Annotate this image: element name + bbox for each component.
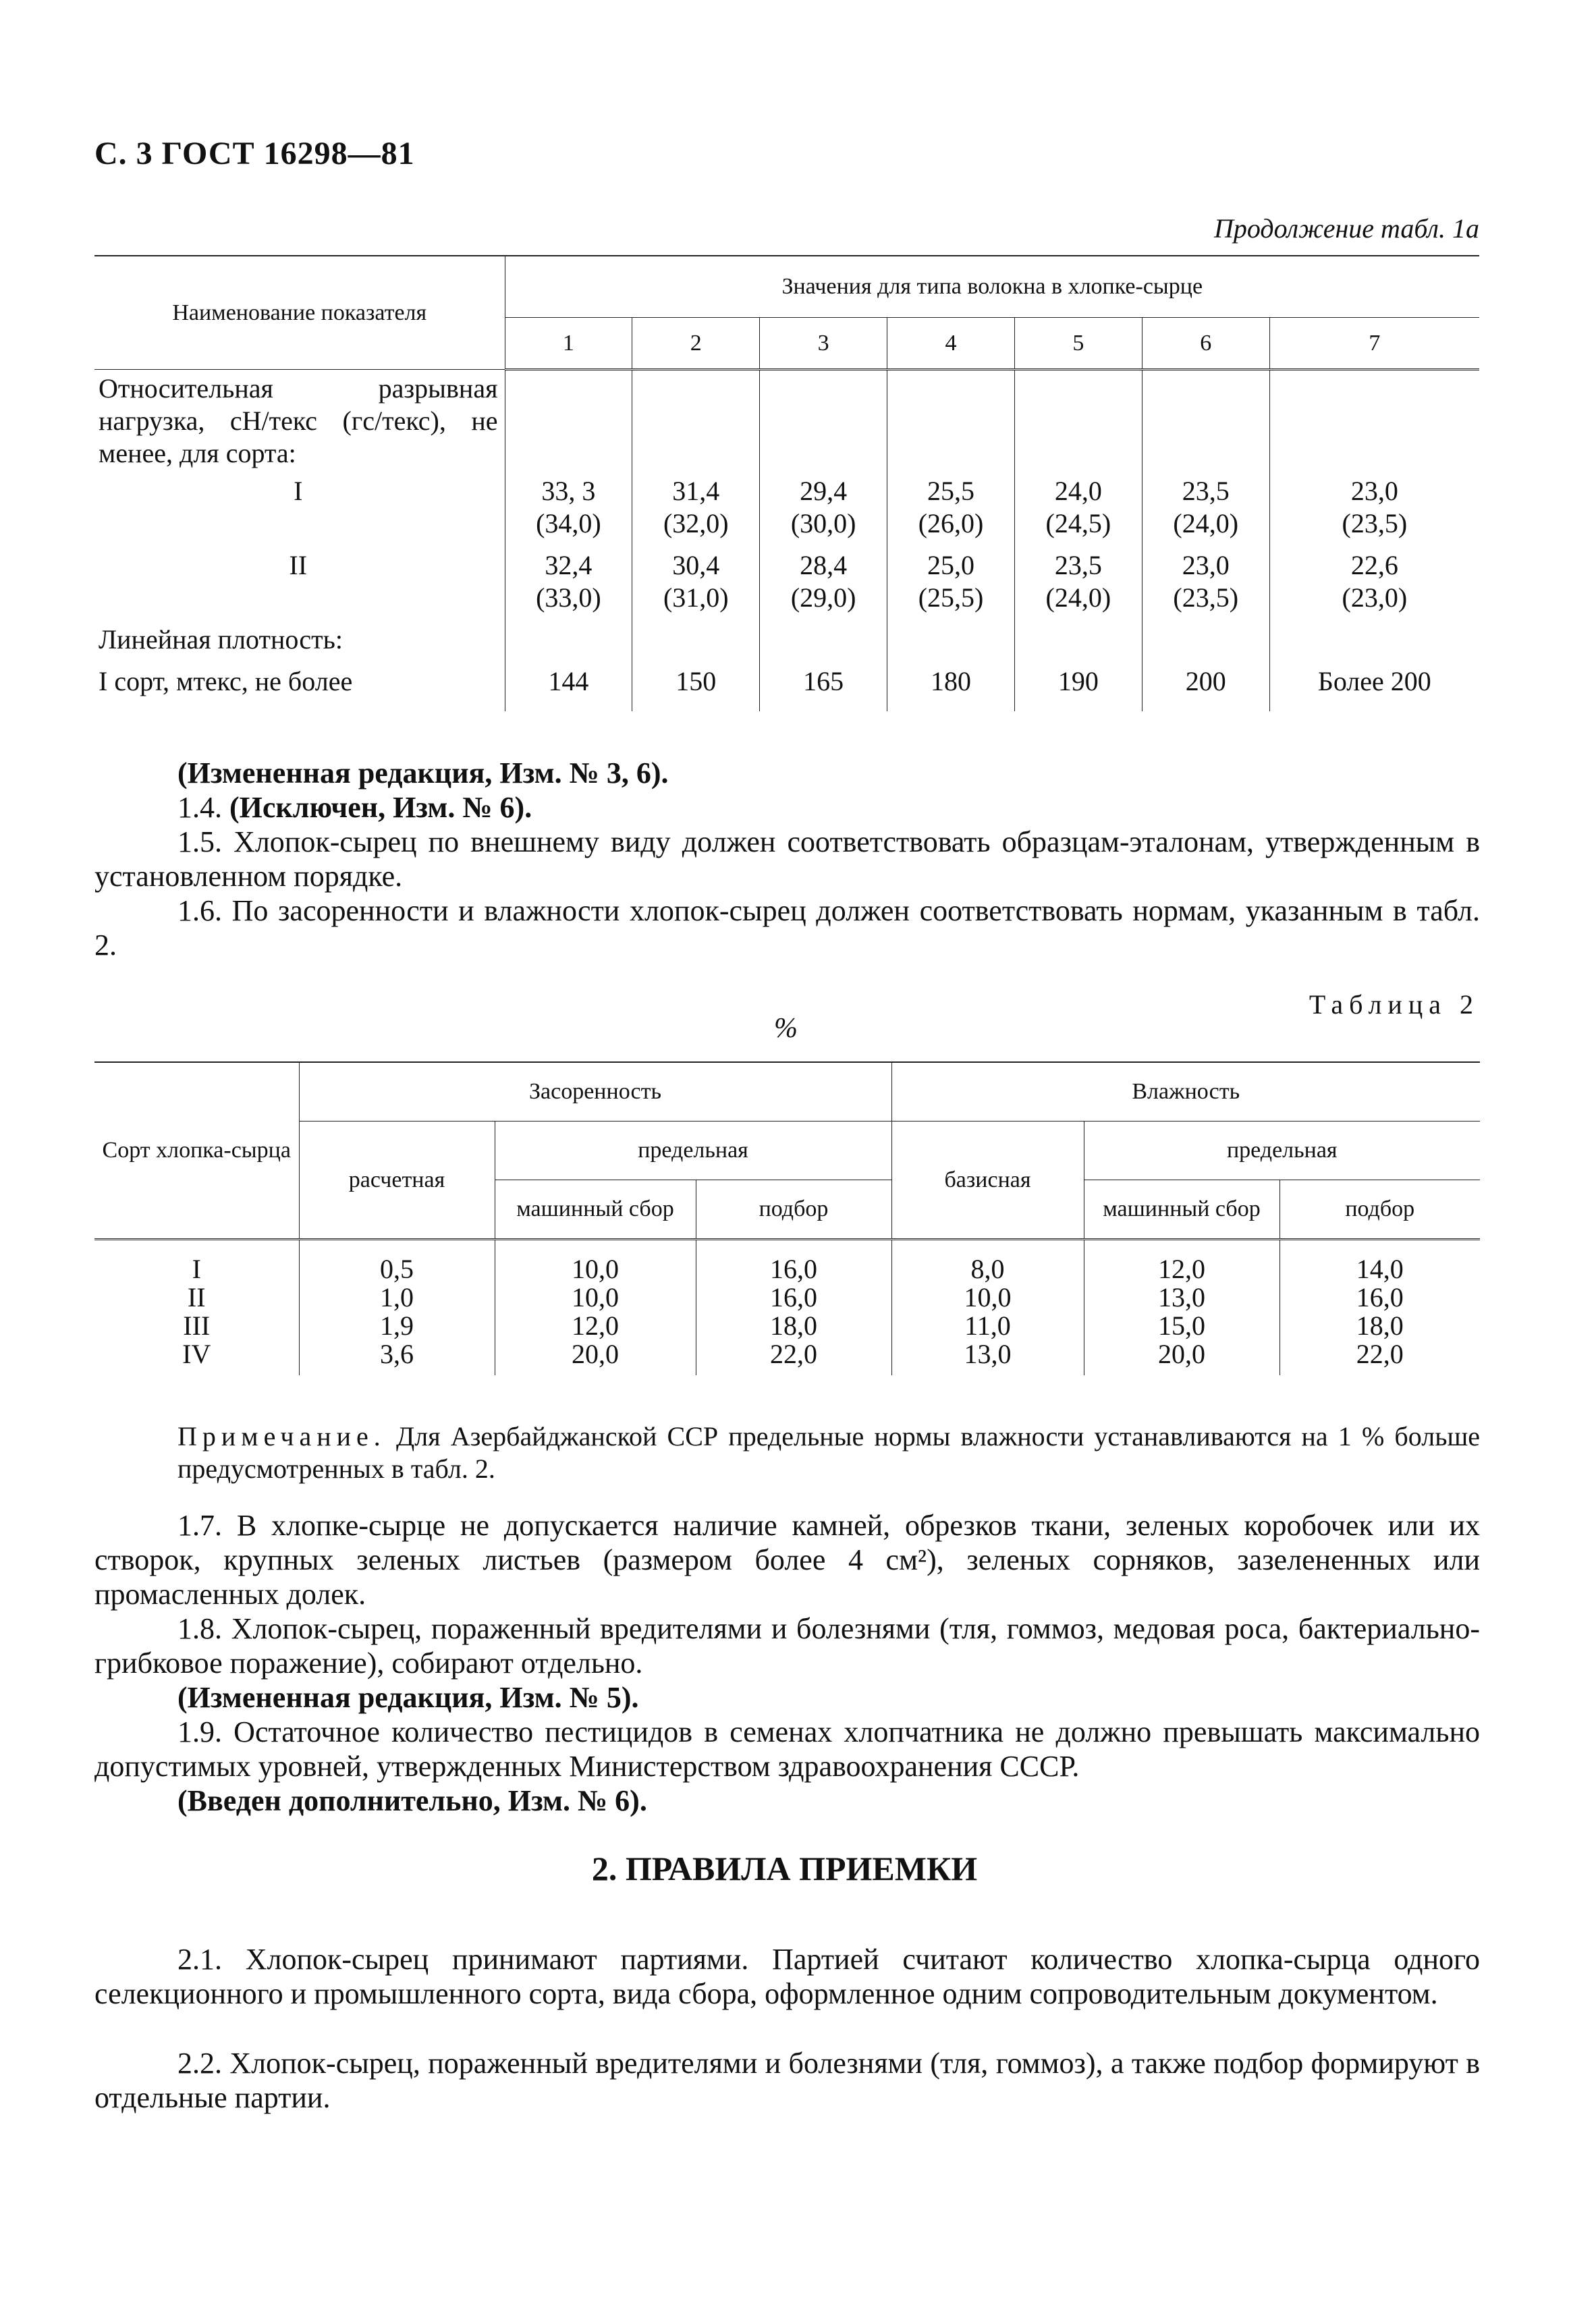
table-cell: 165 [760,663,887,711]
table-cell: 1,9 [299,1312,495,1340]
table-cell: IV [182,1339,211,1369]
table-row [94,547,1479,621]
table-cell: 23,5 (24,0) [1014,547,1142,621]
note-label: Примечание. [177,1421,386,1451]
amendment-note: (Введен дополнительно, Изм. № 6). [177,1784,647,1817]
table-row [94,1312,1480,1340]
header-type: 6 [1142,318,1269,370]
header-pickup: подбор [696,1180,891,1240]
header-basis: базисная [891,1122,1084,1240]
paragraph-1-4 [177,790,1480,825]
table-row [94,1240,1480,1284]
table-cell: 180 [887,663,1015,711]
table-cell: 23,0 (23,5) [1269,472,1479,547]
table-2-title: Таблица 2 [1309,989,1479,1020]
table-1a-continuation [94,255,1479,711]
table-cell: 22,0 [696,1340,891,1375]
header-type: 7 [1269,318,1479,370]
table-cell: Более 200 [1269,663,1479,711]
paragraph-1-6: 1.6. По засоренности и влажности хлопок-сырец должен соответствовать нормам, указанным в табл. 2. [94,894,1480,962]
table-cell: 10,0 [495,1240,696,1284]
table-cell: 25,0 (25,5) [887,547,1015,621]
table-2-unit: % [774,1013,798,1044]
paragraph-1-7: 1.7. В хлопке-сырце не допускается наличие камней, обрезков ткани, зеленых коробочек или их створок, крупных зеленых листьев (размером более 4 см²), зеленых сорняков, зазелененных или промасленных долек. [94,1509,1480,1611]
table-cell: 13,0 [891,1340,1084,1375]
table-cell: 32,4 (33,0) [505,547,632,621]
table-cell: 33, 3 (34,0) [505,472,632,547]
row-label-breaking-load: Относительная разрывная нагрузка, сН/текс (гс/текс), не менее, для сорта: [99,373,498,468]
row-label-grade: I [294,476,303,506]
table-cell: 31,4 (32,0) [632,472,760,547]
table-cell: 24,0 (24,5) [1014,472,1142,547]
table-cell: 1,0 [299,1283,495,1312]
table-row [94,472,1479,547]
table-2 [94,1061,1480,1375]
table-cell: 190 [1014,663,1142,711]
table-cell: 14,0 [1279,1240,1480,1284]
table-cell: 3,6 [299,1340,495,1375]
table-cell: 23,0 (23,5) [1142,547,1269,621]
amendment-note: (Исключен, Изм. № 6). [229,791,532,824]
table-cell: 200 [1142,663,1269,711]
clause-number: 1.4. [177,791,222,824]
header-machine-pick: машинный сбор [495,1180,696,1240]
table-row [94,1340,1480,1375]
paragraph-1-9: 1.9. Остаточное количество пестицидов в семенах хлопчатника не должно превышать максимально допустимых уровней, утвержденных Министерством здравоохранения СССР. [94,1715,1480,1783]
table-row [94,1283,1480,1312]
table-row [94,621,1479,663]
table-cell: 11,0 [891,1312,1084,1340]
paragraph-2-2: 2.2. Хлопок-сырец, пораженный вредителями и болезнями (тля, гоммоз), а также подбор формируют в отдельные партии. [94,2047,1480,2114]
table-cell: 16,0 [1279,1283,1480,1312]
table-cell: I [192,1254,201,1284]
table-cell: 25,5 (26,0) [887,472,1015,547]
amendment-note: (Измененная редакция, Изм. № 5). [177,1681,639,1714]
table-cell: 15,0 [1084,1312,1279,1340]
page-header: С. 3 ГОСТ 16298—81 [94,136,415,171]
header-type: 3 [760,318,887,370]
header-limit-moisture: предельная [1084,1122,1480,1180]
table-cell: 20,0 [1084,1340,1279,1375]
table-cell: 13,0 [1084,1283,1279,1312]
paragraph-2-1: 2.1. Хлопок-сырец принимают партиями. Партией считают количество хлопка-сырца одного селекционного и промышленного сорта, вида сбора, оформленное одним сопроводительным документом. [94,1943,1480,2010]
header-trash: Засоренность [299,1062,891,1122]
table-cell: 16,0 [696,1240,891,1284]
table-cell: 150 [632,663,760,711]
section-title: 2. ПРАВИЛА ПРИЕМКИ [591,1850,978,1887]
table-cell: 22,0 [1279,1340,1480,1375]
header-calculated: расчетная [299,1122,495,1240]
table-cell: III [183,1310,211,1341]
header-moisture: Влажность [891,1062,1480,1122]
table-cell: II [187,1282,206,1312]
table-cell: 20,0 [495,1340,696,1375]
note-text: Для Азербайджанской ССР предельные нормы влажности устанавливаются на 1 % больше предусмотренных в табл. 2. [177,1421,1480,1484]
header-type: 1 [505,318,632,370]
header-limit-trash: предельная [495,1122,891,1180]
table-cell: 23,5 (24,0) [1142,472,1269,547]
row-label-density-grade: I сорт, мтекс, не более [99,666,353,696]
table-continuation-label: Продолжение табл. 1а [1213,213,1479,244]
header-type: 2 [632,318,760,370]
table-row [94,663,1479,711]
table-row [94,370,1479,473]
header-pickup: подбор [1279,1180,1480,1240]
header-fiber-type-values: Значения для типа волокна в хлопке-сырце [505,256,1479,318]
table-cell: 28,4 (29,0) [760,547,887,621]
table-cell: 0,5 [299,1240,495,1284]
table-cell: 30,4 (31,0) [632,547,760,621]
table-cell: 12,0 [1084,1240,1279,1284]
paragraph-1-5: 1.5. Хлопок-сырец по внешнему виду должен соответствовать образцам-эталонам, утвержденным в установленном порядке. [94,825,1480,893]
table-cell: 10,0 [891,1283,1084,1312]
table-cell: 10,0 [495,1283,696,1312]
paragraph-1-8: 1.8. Хлопок-сырец, пораженный вредителями и болезнями (тля, гоммоз, медовая роса, бактериально-грибковое поражение), собирают отдельно. [94,1612,1480,1680]
table-cell: 18,0 [696,1312,891,1340]
table-cell: 144 [505,663,632,711]
table-cell: 22,6 (23,0) [1269,547,1479,621]
table-cell: 12,0 [495,1312,696,1340]
table-2-note [177,1420,1480,1485]
table-cell: 8,0 [891,1240,1084,1284]
row-label-linear-density: Линейная плотность: [99,624,343,655]
header-indicator-name: Наименование показателя [94,256,505,370]
row-label-grade: II [289,550,308,580]
amendment-note: (Измененная редакция, Изм. № 3, 6). [177,756,669,790]
header-type: 5 [1014,318,1142,370]
table-cell: 29,4 (30,0) [760,472,887,547]
header-type: 4 [887,318,1015,370]
table-cell: 16,0 [696,1283,891,1312]
table-cell: 18,0 [1279,1312,1480,1340]
header-grade: Сорт хлопка-сырца [94,1062,299,1240]
header-machine-pick: машинный сбор [1084,1180,1279,1240]
